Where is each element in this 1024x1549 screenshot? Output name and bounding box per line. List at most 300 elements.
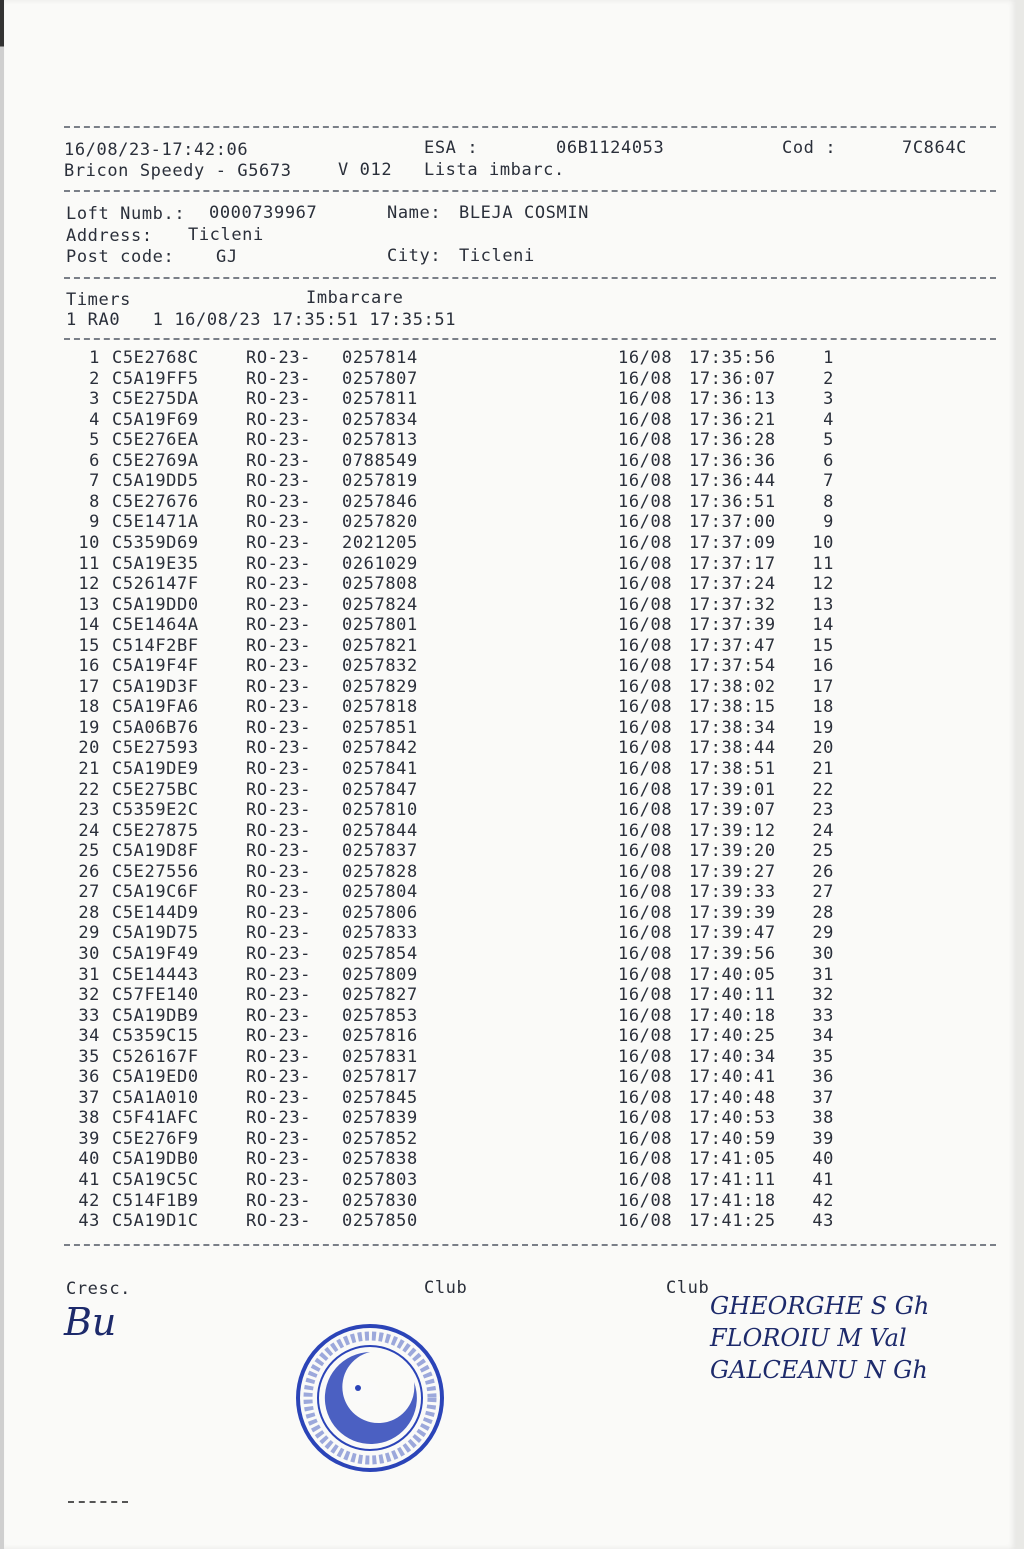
rank-number: 1	[823, 348, 834, 368]
ring-prefix: RO-23-	[246, 697, 312, 718]
ring-prefix: RO-23-	[246, 1005, 312, 1026]
table-row	[4, 1047, 1004, 1067]
table-row	[4, 348, 1004, 368]
ring-number: 0257808	[342, 574, 418, 595]
ring-prefix: RO-23-	[246, 1087, 312, 1108]
row-index: 40	[78, 1149, 100, 1170]
ring-number: 0257850	[342, 1211, 418, 1232]
rank-number: 24	[812, 820, 834, 841]
timers-label: Timers	[66, 290, 132, 310]
table-row	[4, 1026, 1004, 1046]
arrival-date: 16/08	[618, 635, 673, 656]
print-datetime: 16/08/23-17:42:06	[64, 140, 249, 160]
ring-prefix: RO-23-	[246, 574, 312, 595]
separator	[64, 277, 996, 279]
chip-code: C5A1A010	[112, 1087, 199, 1108]
name-value: BLEJA COSMIN	[459, 203, 590, 223]
arrival-time: 17:41:18	[689, 1190, 776, 1211]
table-row	[4, 595, 1004, 615]
chip-code: C5359E2C	[112, 800, 199, 821]
ring-number: 0788549	[342, 450, 418, 471]
ring-number: 0257839	[342, 1108, 418, 1129]
chip-code: C5A19C6F	[112, 882, 199, 903]
chip-code: C5E2768C	[112, 348, 199, 368]
postcode-label: Post code:	[66, 247, 175, 267]
row-index: 24	[78, 820, 100, 841]
arrival-time: 17:36:36	[689, 450, 776, 471]
ring-prefix: RO-23-	[246, 1149, 312, 1170]
arrival-time: 17:39:12	[689, 820, 776, 841]
rank-number: 10	[812, 532, 834, 553]
table-row	[4, 471, 1004, 491]
rank-number: 41	[812, 1170, 834, 1190]
row-index: 22	[78, 779, 100, 800]
arrival-date: 16/08	[618, 800, 673, 821]
ring-number: 2021205	[342, 532, 418, 553]
club-signatures	[710, 1290, 929, 1386]
club-stamp	[294, 1322, 446, 1474]
row-index: 27	[78, 882, 100, 903]
ring-prefix: RO-23-	[246, 409, 312, 430]
table-row	[4, 1211, 1004, 1231]
table-row	[4, 800, 1004, 820]
ring-prefix: RO-23-	[246, 594, 312, 615]
table-row	[4, 574, 1004, 594]
arrival-date: 16/08	[618, 389, 673, 410]
arrival-time: 17:36:44	[689, 471, 776, 492]
rank-number: 15	[812, 635, 834, 656]
ring-prefix: RO-23-	[246, 964, 312, 985]
arrival-time: 17:40:05	[689, 964, 776, 985]
ring-prefix: RO-23-	[246, 553, 312, 574]
ring-number: 0257829	[342, 676, 418, 697]
ring-prefix: RO-23-	[246, 759, 312, 779]
chip-code: C5E275BC	[112, 779, 199, 800]
arrival-time: 17:37:39	[689, 615, 776, 636]
chip-code: C5E2769A	[112, 450, 199, 471]
arrival-date: 16/08	[618, 779, 673, 800]
table-row	[4, 389, 1004, 409]
arrival-time: 17:39:39	[689, 902, 776, 923]
table-row	[4, 923, 1004, 943]
ring-number: 0257831	[342, 1046, 418, 1067]
arrival-time: 17:38:51	[689, 759, 776, 779]
table-row	[4, 492, 1004, 512]
rank-number: 2	[823, 368, 834, 389]
ring-number: 0257813	[342, 430, 418, 451]
rank-number: 16	[812, 656, 834, 677]
arrival-date: 16/08	[618, 820, 673, 841]
breeder-signature: Bu	[64, 1300, 117, 1344]
row-index: 14	[78, 615, 100, 636]
arrival-date: 16/08	[618, 841, 673, 862]
rank-number: 42	[812, 1190, 834, 1211]
chip-code: C5E1464A	[112, 615, 199, 636]
rank-number: 14	[812, 615, 834, 636]
arrival-time: 17:40:59	[689, 1128, 776, 1149]
ring-number: 0257807	[342, 368, 418, 389]
arrival-date: 16/08	[618, 759, 673, 779]
row-index: 42	[78, 1190, 100, 1211]
rank-number: 3	[823, 389, 834, 410]
rank-number: 17	[812, 676, 834, 697]
ring-number: 0257834	[342, 409, 418, 430]
ring-number: 0257827	[342, 985, 418, 1006]
chip-code: C5A19C5C	[112, 1170, 199, 1190]
timer-row: 1 RA0 1 16/08/23 17:35:51 17:35:51	[66, 310, 457, 330]
loft-number-label: Loft Numb.:	[66, 204, 186, 224]
ring-prefix: RO-23-	[246, 1108, 312, 1129]
arrival-time: 17:38:44	[689, 738, 776, 759]
arrival-time: 17:35:56	[689, 348, 776, 368]
row-index: 17	[78, 676, 100, 697]
ring-number: 0257851	[342, 717, 418, 738]
chip-code: C5E27875	[112, 820, 199, 841]
rank-number: 39	[812, 1128, 834, 1149]
chip-code: C5A19D3F	[112, 676, 199, 697]
chip-code: C5A19DD0	[112, 594, 199, 615]
ring-prefix: RO-23-	[246, 430, 312, 451]
arrival-time: 17:38:02	[689, 676, 776, 697]
arrival-time: 17:37:24	[689, 574, 776, 595]
rank-number: 43	[812, 1211, 834, 1232]
rank-number: 21	[812, 759, 834, 779]
arrival-date: 16/08	[618, 512, 673, 533]
ring-prefix: RO-23-	[246, 1046, 312, 1067]
arrival-date: 16/08	[618, 717, 673, 738]
ring-number: 0257846	[342, 491, 418, 512]
row-index: 36	[78, 1067, 100, 1088]
table-row	[4, 821, 1004, 841]
ring-prefix: RO-23-	[246, 532, 312, 553]
chip-code: C5E14443	[112, 964, 199, 985]
ring-number: 0257804	[342, 882, 418, 903]
address-value: Ticleni	[188, 225, 264, 245]
rank-number: 30	[812, 943, 834, 964]
ring-prefix: RO-23-	[246, 389, 312, 410]
ring-number: 0257837	[342, 841, 418, 862]
chip-code: C5A19F69	[112, 409, 199, 430]
arrival-time: 17:39:33	[689, 882, 776, 903]
rank-number: 29	[812, 923, 834, 944]
ring-number: 0257841	[342, 759, 418, 779]
ring-prefix: RO-23-	[246, 902, 312, 923]
document-page	[4, 0, 1016, 1549]
row-index: 9	[89, 512, 100, 533]
table-row	[4, 862, 1004, 882]
row-index: 10	[78, 532, 100, 553]
postcode-value: GJ	[216, 247, 238, 267]
arrival-date: 16/08	[618, 964, 673, 985]
chip-code: C526167F	[112, 1046, 199, 1067]
table-row	[4, 1006, 1004, 1026]
arrival-date: 16/08	[618, 1190, 673, 1211]
arrival-date: 16/08	[618, 409, 673, 430]
ring-number: 0257852	[342, 1128, 418, 1149]
row-index: 12	[78, 574, 100, 595]
ring-prefix: RO-23-	[246, 717, 312, 738]
arrival-time: 17:37:47	[689, 635, 776, 656]
row-index: 19	[78, 717, 100, 738]
arrival-time: 17:37:54	[689, 656, 776, 677]
arrival-time: 17:40:11	[689, 985, 776, 1006]
arrival-date: 16/08	[618, 450, 673, 471]
club-signature-line: FLOROIU M Val	[710, 1324, 907, 1352]
row-index: 16	[78, 656, 100, 677]
ring-number: 0257828	[342, 861, 418, 882]
ring-number: 0257814	[342, 348, 418, 368]
arrival-date: 16/08	[618, 1108, 673, 1129]
ring-number: 0257833	[342, 923, 418, 944]
ring-number: 0257818	[342, 697, 418, 718]
ring-number: 0257817	[342, 1067, 418, 1088]
arrival-time: 17:36:51	[689, 491, 776, 512]
chip-code: C5359C15	[112, 1026, 199, 1047]
arrival-time: 17:41:05	[689, 1149, 776, 1170]
arrival-time: 17:40:34	[689, 1046, 776, 1067]
table-row	[4, 965, 1004, 985]
ring-prefix: RO-23-	[246, 348, 312, 368]
ring-prefix: RO-23-	[246, 1211, 312, 1232]
rank-number: 40	[812, 1149, 834, 1170]
table-row	[4, 615, 1004, 635]
arrival-time: 17:36:13	[689, 389, 776, 410]
chip-code: C514F2BF	[112, 635, 199, 656]
chip-code: C5A19DE9	[112, 759, 199, 779]
arrival-time: 17:39:56	[689, 943, 776, 964]
loft-number-value: 0000739967	[209, 203, 318, 223]
arrival-time: 17:38:15	[689, 697, 776, 718]
ring-prefix: RO-23-	[246, 861, 312, 882]
chip-code: C5A19DB9	[112, 1005, 199, 1026]
rank-number: 12	[812, 574, 834, 595]
table-row	[4, 512, 1004, 532]
rank-number: 7	[823, 471, 834, 492]
ring-prefix: RO-23-	[246, 820, 312, 841]
arrival-time: 17:39:27	[689, 861, 776, 882]
table-row	[4, 677, 1004, 697]
table-row	[4, 903, 1004, 923]
chip-code: C5359D69	[112, 532, 199, 553]
row-index: 8	[89, 491, 100, 512]
arrival-time: 17:37:17	[689, 553, 776, 574]
arrival-date: 16/08	[618, 985, 673, 1006]
chip-code: C5A19FF5	[112, 368, 199, 389]
arrival-time: 17:38:34	[689, 717, 776, 738]
row-index: 32	[78, 985, 100, 1006]
ring-number: 0257801	[342, 615, 418, 636]
row-index: 18	[78, 697, 100, 718]
imbarcare-label: Imbarcare	[306, 288, 404, 308]
arrival-date: 16/08	[618, 368, 673, 389]
chip-code: C5A19D8F	[112, 841, 199, 862]
arrival-date: 16/08	[618, 697, 673, 718]
row-index: 26	[78, 861, 100, 882]
table-row	[4, 533, 1004, 553]
arrival-date: 16/08	[618, 1149, 673, 1170]
arrival-date: 16/08	[618, 943, 673, 964]
arrival-time: 17:40:48	[689, 1087, 776, 1108]
arrival-time: 17:39:07	[689, 800, 776, 821]
ring-prefix: RO-23-	[246, 368, 312, 389]
arrival-time: 17:41:25	[689, 1211, 776, 1232]
rank-number: 27	[812, 882, 834, 903]
arrival-date: 16/08	[618, 882, 673, 903]
city-label: City:	[387, 246, 442, 266]
table-row	[4, 697, 1004, 717]
ring-prefix: RO-23-	[246, 450, 312, 471]
chip-code: C5E276F9	[112, 1128, 199, 1149]
rank-number: 34	[812, 1026, 834, 1047]
rank-number: 26	[812, 861, 834, 882]
chip-code: C5A19ED0	[112, 1067, 199, 1088]
arrival-date: 16/08	[618, 1067, 673, 1088]
table-row	[4, 882, 1004, 902]
chip-code: C5A19DD5	[112, 471, 199, 492]
ring-number: 0261029	[342, 553, 418, 574]
row-index: 3	[89, 389, 100, 410]
row-index: 1	[89, 348, 100, 368]
ring-number: 0257844	[342, 820, 418, 841]
arrival-date: 16/08	[618, 594, 673, 615]
rank-number: 25	[812, 841, 834, 862]
ring-prefix: RO-23-	[246, 882, 312, 903]
chip-code: C5A19DB0	[112, 1149, 199, 1170]
ring-number: 0257838	[342, 1149, 418, 1170]
row-index: 41	[78, 1170, 100, 1190]
row-index: 21	[78, 759, 100, 779]
row-index: 6	[89, 450, 100, 471]
arrival-date: 16/08	[618, 676, 673, 697]
arrival-date: 16/08	[618, 1211, 673, 1232]
arrival-date: 16/08	[618, 532, 673, 553]
chip-code: C57FE140	[112, 985, 199, 1006]
ring-number: 0257842	[342, 738, 418, 759]
row-index: 43	[78, 1211, 100, 1232]
arrival-date: 16/08	[618, 615, 673, 636]
city-value: Ticleni	[459, 246, 535, 266]
arrival-time: 17:36:21	[689, 409, 776, 430]
row-index: 20	[78, 738, 100, 759]
arrival-date: 16/08	[618, 1005, 673, 1026]
ring-number: 0257832	[342, 656, 418, 677]
arrival-date: 16/08	[618, 902, 673, 923]
esa-value: 06B1124053	[556, 138, 665, 158]
ring-prefix: RO-23-	[246, 471, 312, 492]
device-version: V 012	[338, 160, 393, 180]
row-index: 25	[78, 841, 100, 862]
arrival-time: 17:41:11	[689, 1170, 776, 1190]
row-index: 31	[78, 964, 100, 985]
ring-number: 0257821	[342, 635, 418, 656]
separator	[64, 190, 996, 192]
table-row	[4, 718, 1004, 738]
chip-code: C526147F	[112, 574, 199, 595]
chip-code: C5A19F49	[112, 943, 199, 964]
cod-value: 7C864C	[902, 138, 968, 158]
ring-number: 0257847	[342, 779, 418, 800]
club-signature-line: GHEORGHE S Gh	[710, 1292, 930, 1320]
separator	[68, 1501, 128, 1503]
rank-number: 32	[812, 985, 834, 1006]
table-row	[4, 780, 1004, 800]
arrival-time: 17:39:47	[689, 923, 776, 944]
table-row	[4, 944, 1004, 964]
table-row	[4, 410, 1004, 430]
ring-number: 0257806	[342, 902, 418, 923]
address-label: Address:	[66, 226, 153, 246]
ring-prefix: RO-23-	[246, 779, 312, 800]
ring-prefix: RO-23-	[246, 923, 312, 944]
rank-number: 31	[812, 964, 834, 985]
rank-number: 5	[823, 430, 834, 451]
arrival-time: 17:39:01	[689, 779, 776, 800]
arrival-date: 16/08	[618, 1026, 673, 1047]
chip-code: C5E275DA	[112, 389, 199, 410]
ring-prefix: RO-23-	[246, 1128, 312, 1149]
rank-number: 11	[812, 553, 834, 574]
arrival-date: 16/08	[618, 491, 673, 512]
chip-code: C5A19FA6	[112, 697, 199, 718]
arrival-date: 16/08	[618, 1170, 673, 1190]
rank-number: 28	[812, 902, 834, 923]
chip-code: C5A19D1C	[112, 1211, 199, 1232]
rank-number: 23	[812, 800, 834, 821]
rank-number: 13	[812, 594, 834, 615]
chip-code: C5E276EA	[112, 430, 199, 451]
arrival-time: 17:37:09	[689, 532, 776, 553]
row-index: 39	[78, 1128, 100, 1149]
table-row	[4, 759, 1004, 779]
ring-prefix: RO-23-	[246, 615, 312, 636]
row-index: 29	[78, 923, 100, 944]
page-edge	[0, 0, 4, 1549]
ring-prefix: RO-23-	[246, 800, 312, 821]
table-row	[4, 1191, 1004, 1211]
table-row	[4, 656, 1004, 676]
arrival-date: 16/08	[618, 656, 673, 677]
breeder-label: Cresc.	[66, 1279, 132, 1299]
row-index: 28	[78, 902, 100, 923]
ring-prefix: RO-23-	[246, 1170, 312, 1190]
ring-number: 0257810	[342, 800, 418, 821]
table-row	[4, 985, 1004, 1005]
arrival-date: 16/08	[618, 574, 673, 595]
ring-number: 0257830	[342, 1190, 418, 1211]
chip-code: C5E1471A	[112, 512, 199, 533]
arrival-date: 16/08	[618, 923, 673, 944]
device-name: Bricon Speedy - G5673	[64, 161, 292, 181]
arrival-date: 16/08	[618, 1128, 673, 1149]
separator	[64, 126, 996, 128]
arrival-date: 16/08	[618, 553, 673, 574]
table-row	[4, 1129, 1004, 1149]
table-row	[4, 1108, 1004, 1128]
ring-number: 0257854	[342, 943, 418, 964]
list-title: Lista imbarc.	[424, 160, 565, 180]
chip-code: C5E27676	[112, 491, 199, 512]
rank-number: 22	[812, 779, 834, 800]
chip-code: C5A19D75	[112, 923, 199, 944]
ring-prefix: RO-23-	[246, 1067, 312, 1088]
ring-prefix: RO-23-	[246, 635, 312, 656]
table-row	[4, 738, 1004, 758]
row-index: 4	[89, 409, 100, 430]
ring-number: 0257853	[342, 1005, 418, 1026]
rank-number: 36	[812, 1067, 834, 1088]
row-index: 2	[89, 368, 100, 389]
table-row	[4, 451, 1004, 471]
